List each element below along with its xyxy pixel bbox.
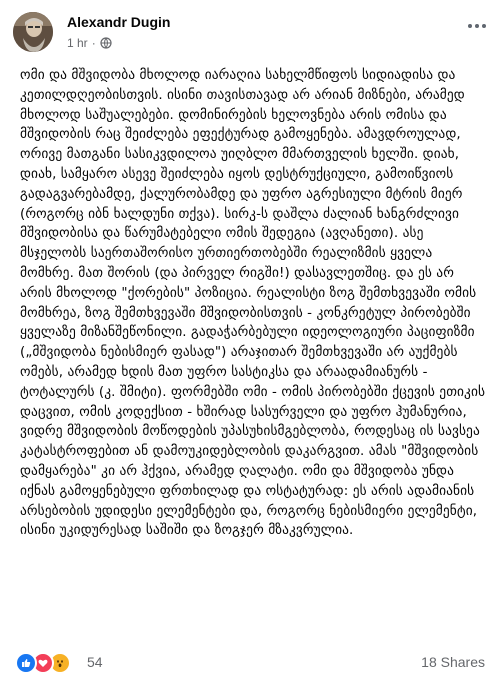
author-name[interactable]: Alexandr Dugin (67, 14, 171, 30)
shares-count[interactable]: 18 Shares (421, 654, 485, 670)
separator-dot: · (91, 36, 96, 50)
reactions-summary[interactable] (15, 652, 66, 674)
globe-icon (100, 37, 112, 49)
post-body-text: ომი და მშვიდობა მხოლოდ იარაღია სახელმწიფოს სიდიადისა და კეთილდღეობისთვის. ისინი თავისთავად არ არიან მიზნები, არამედ მხოლოდ საშუალებები. დომინირების ხელოვნება არის ომისა და მშვიდობის რაც შეიძლება ეფექტურად გამოყენება. ამავდროულად, ორივე მათგანი სასიკვდილოა უიღბლო მმართველის ხელში. დიახ, დიახ, სამყარო ასევე შეიძლება იყოს დესტრუქციული, გამოიწვიოს გადაგვარებამდე, ქალურობამდე და უფრო აგრესიული მტრის მიერ (როგორც იბნ ხალდუნი თქვა). სირკ-ს დაშლა ძალიან ხანგრძლივი მშვიდობისა და წარუმატებელი ომის შედეგია (ავღანეთი). ასე მსჯელობს საერთაშორისო ურთიერთობებში რეალიზმის ყველა მომხრე. მათ შორის (და პირველ რიგში!) დასავლეთშიც. და ეს არ არის მხოლოდ "ქორების" პოზიცია. რეალისტი ზოგ შემთხვევაში ომის მომხრეა, ზოგ შემთხვევაში მშვიდობისთვის - კონკრეტულ პირობებში ყველაზე მიზანშეწონილი. გადაჭარბებული იდეოლოგიური პაციფიზმი („მშვიდობა ნებისმიერ ფასად") არაჯითარ შემთხვევაში არ აუქმებს ომებს, არამედ ხდის მათ უფრო სასტიკსა და არაადამიანურს - ტოტალურს (კ. შმიტი). ფორმებში ომი - ომის პირობებში ქცევის ეთიკის დაცვით, ომის კოდექსით - ხშირად სასურველი და უფრო ჰუმანურია, ვიდრე მშვიდობის მოწოდების უპასუხისმგებლობა, როდესაც ის სავსეა კატასტროფებით ან დამოუკიდებლობის დაკარგვით. ამას "მშვიდობის დამყარება" კი არ ჰქვია, არამედ ღალატი. ომი და მშვიდობა უნდა იქნას გამოყენებული ფრთხილად და ოსტატურად: ეს არის ადამიანის არსებობის უდიდესი ელემენტები და, როგორც ნებისმიერი ელემენტი, ისინი უკიდურესად საშიში და ზოგჯერ მზაკვრულია. (20, 68, 490, 539)
dot-icon (475, 24, 479, 28)
like-icon (15, 652, 37, 674)
dot-icon (468, 24, 472, 28)
avatar[interactable] (13, 12, 53, 52)
avatar-image (13, 12, 53, 52)
reaction-count[interactable]: 54 (87, 654, 103, 670)
post-footer (15, 648, 487, 676)
more-options-button[interactable] (467, 16, 487, 36)
post-header (13, 12, 491, 56)
dot-icon (482, 24, 486, 28)
post-meta (67, 36, 112, 50)
post-time[interactable]: 1 hr (67, 36, 88, 50)
